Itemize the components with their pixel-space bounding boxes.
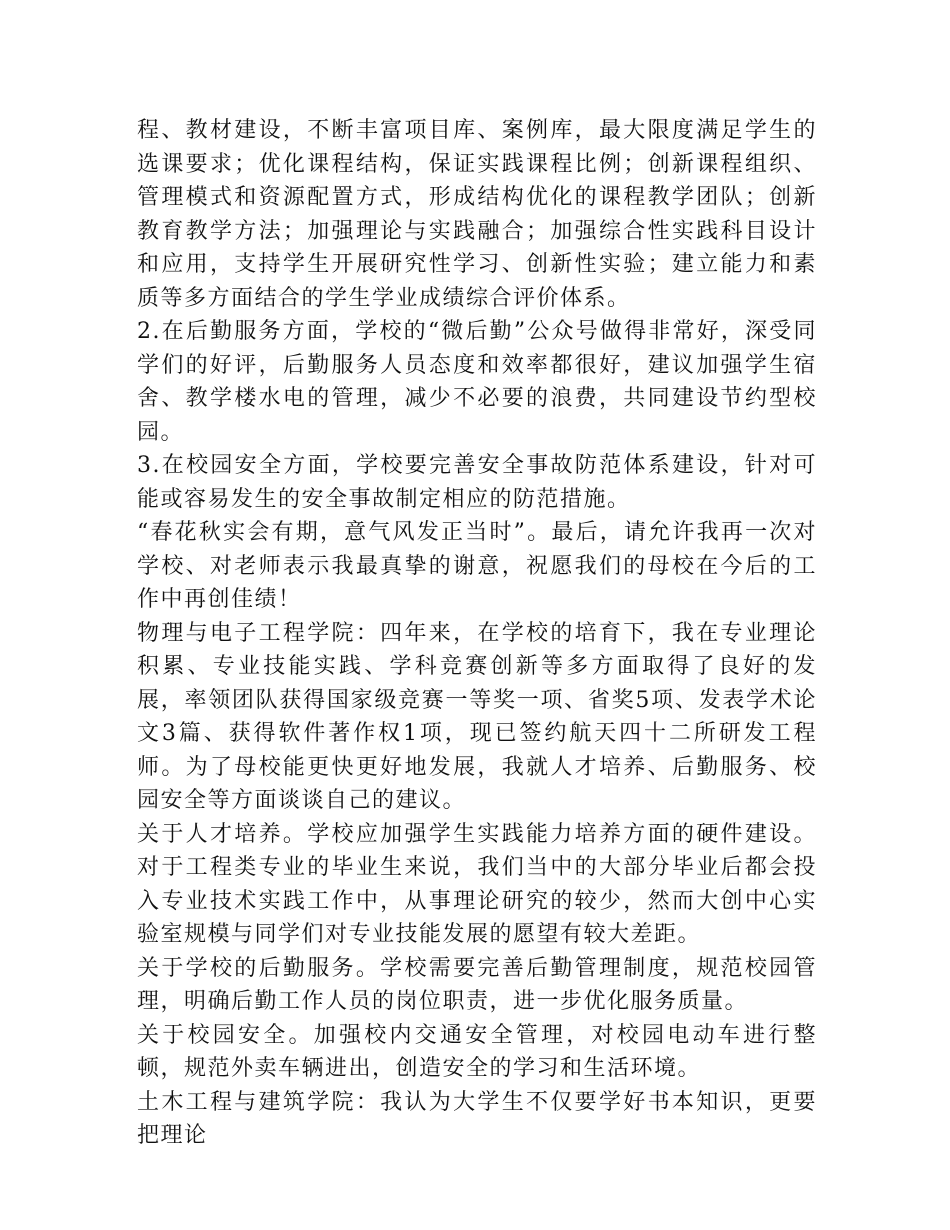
- document-body: [137, 114, 817, 1153]
- paragraph-logistics: 关于学校的后勤服务。学校需要完善后勤管理制度，规范校园管理，明确后勤工作人员的岗位职责，进一步优化服务质量。: [137, 955, 817, 1014]
- paragraph-talent: 关于人才培养。学校应加强学生实践能力培养方面的硬件建设。对于工程类专业的毕业生来说，我们当中的大部分毕业后都会投入专业技术实践工作中，从事理论研究的较少，然而大创中心实验室规模与同学们对专业技能发展的愿望有较大差距。: [137, 821, 817, 947]
- paragraph-curriculum: 程、教材建设，不断丰富项目库、案例库，最大限度满足学生的选课要求；优化课程结构，保证实践课程比例；创新课程组织、管理模式和资源配置方式，形成结构优化的课程教学团队；创新教育教学方法；加强理论与实践融合；加强综合性实践科目设计和应用，支持学生开展研究性学习、创新性实验；建立能力和素质等多方面结合的学生学业成绩综合评价体系。: [137, 118, 817, 311]
- paragraph-physics-college: 物理与电子工程学院：四年来，在学校的培育下，我在专业理论积累、专业技能实践、学科竞赛创新等多方面取得了良好的发展，率领团队获得国家级竞赛一等奖一项、省奖5项、发表学术论文3篇、获得软件著作权1项，现已签约航天四十二所研发工程师。为了母校能更快更好地发展，我就人才培养、后勤服务、校园安全等方面谈谈自己的建议。: [137, 620, 817, 813]
- paragraph-civil-engineering: 土木工程与建筑学院：我认为大学生不仅要学好书本知识，更要把理论: [137, 1089, 817, 1148]
- paragraph-campus-safety: 关于校园安全。加强校内交通安全管理，对校园电动车进行整顿，规范外卖车辆进出，创造安全的学习和生活环境。: [137, 1022, 817, 1081]
- paragraph-safety-3: 3.在校园安全方面，学校要完善安全事故防范体系建设，针对可能或容易发生的安全事故制定相应的防范措施。: [137, 453, 817, 512]
- paragraph-closing: “春花秋实会有期，意气风发正当时”。最后，请允许我再一次对学校、对老师表示我最真挚的谢意，祝愿我们的母校在今后的工作中再创佳绩！: [137, 520, 817, 612]
- paragraph-logistics-2: 2.在后勤服务方面，学校的“微后勤”公众号做得非常好，深受同学们的好评，后勤服务人员态度和效率都很好，建议加强学生宿舍、教学楼水电的管理，减少不必要的浪费，共同建设节约型校园。: [137, 319, 817, 445]
